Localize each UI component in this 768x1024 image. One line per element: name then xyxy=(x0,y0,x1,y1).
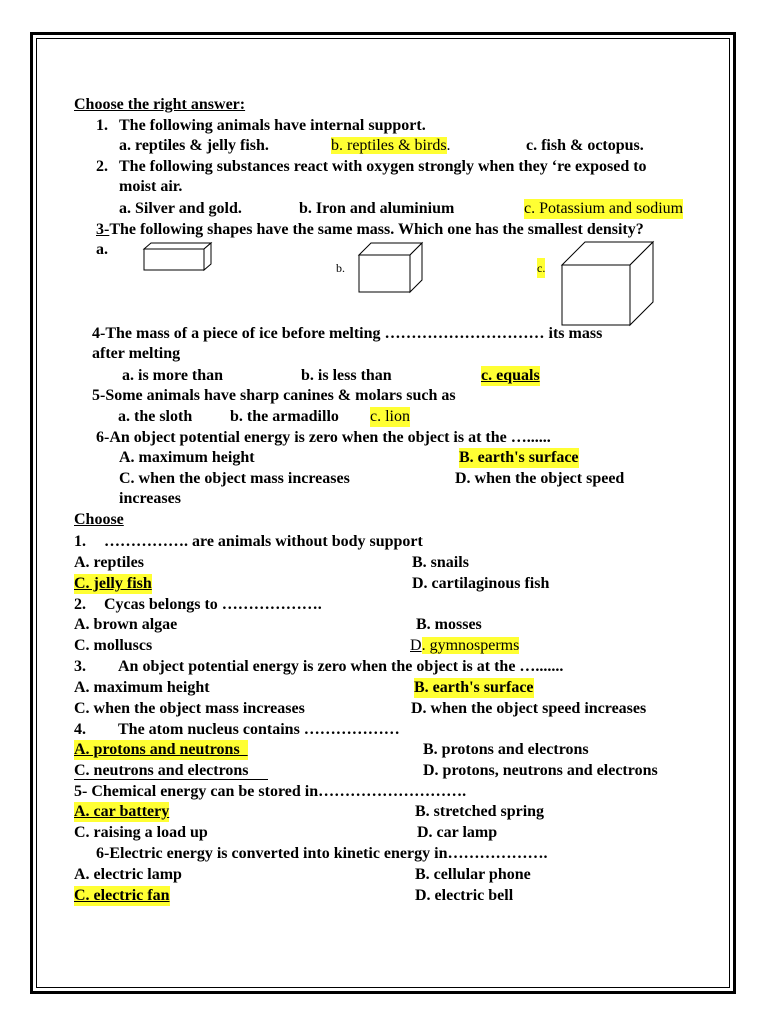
q2-text-line2: moist air. xyxy=(119,178,183,195)
s2-q2-option-c: C. molluscs xyxy=(74,637,153,654)
s2-q4-option-c-underline xyxy=(74,779,268,780)
q4-text: 4-The mass of a piece of ice before melting ………………………… its mass xyxy=(92,325,603,342)
q2-option-b: b. Iron and aluminium xyxy=(299,200,455,217)
s2-q6-option-c: C. electric fan xyxy=(74,887,170,904)
s2-q1-option-a: A. reptiles xyxy=(74,554,144,571)
q1-text: The following animals have internal support. xyxy=(119,117,426,134)
s2-q1-option-b: B. snails xyxy=(412,554,469,571)
large-box-shape xyxy=(561,241,655,327)
s2-q5-option-a: A. car battery xyxy=(74,803,170,820)
s2-q1-number: 1. xyxy=(74,533,86,550)
s2-q4-number: 4. xyxy=(74,721,86,738)
q6-option-b: B. earth's surface xyxy=(459,449,579,466)
small-box-shape xyxy=(143,242,213,272)
s2-q2-option-d-letter: D xyxy=(410,637,422,654)
q1-option-b: b. reptiles & birds xyxy=(331,137,447,154)
s2-q5-option-c: C. raising a load up xyxy=(74,824,208,841)
q1-option-b-answer xyxy=(331,136,451,156)
s2-q4-option-c: C. neutrons and electrons xyxy=(74,762,249,779)
q6-option-a: A. maximum height xyxy=(119,449,255,466)
q1-option-b-dot: . xyxy=(446,137,451,154)
s2-q3-text: An object potential energy is zero when the object is at the …....... xyxy=(118,658,564,675)
q3-option-b-label: b. xyxy=(336,261,345,275)
s2-q4-option-b: B. protons and electrons xyxy=(423,741,589,758)
q1-number: 1. xyxy=(96,117,108,134)
q1-option-c: c. fish & octopus. xyxy=(526,137,644,154)
s2-q6-option-a: A. electric lamp xyxy=(74,866,182,883)
q5-option-a: a. the sloth xyxy=(118,408,193,425)
q3-option-a-label: a. xyxy=(96,241,108,258)
s2-q1-text: ……………. are animals without body support xyxy=(104,533,423,550)
s2-q2-text: Cycas belongs to ………………. xyxy=(104,596,322,613)
q4-option-a: a. is more than xyxy=(122,367,224,384)
s2-q3-option-d: D. when the object speed increases xyxy=(411,700,647,717)
s2-q2-option-a: A. brown algae xyxy=(74,616,178,633)
s2-q5-text: 5- Chemical energy can be stored in………………………. xyxy=(74,783,467,800)
s2-q6-option-b: B. cellular phone xyxy=(415,866,531,883)
q2-text: The following substances react with oxygen strongly when they ‘re exposed to xyxy=(119,158,647,175)
q6-option-c-line2: increases xyxy=(119,490,181,507)
s2-q3-option-a: A. maximum height xyxy=(74,679,210,696)
s2-q4-option-a: A. protons and neutrons xyxy=(74,741,248,758)
q5-option-c: c. lion xyxy=(370,408,410,425)
s2-q5-option-b: B. stretched spring xyxy=(415,803,545,820)
s2-q3-option-c: C. when the object mass increases xyxy=(74,700,305,717)
s2-q2-option-b: B. mosses xyxy=(416,616,482,633)
q3-number: 3- xyxy=(96,221,110,238)
q6-option-d: D. when the object speed xyxy=(455,470,625,487)
q3-option-c-label: c. xyxy=(537,258,545,278)
medium-box-shape xyxy=(358,242,424,294)
s2-q4-option-d: D. protons, neutrons and electrons xyxy=(423,762,658,779)
q2-option-c: c. Potassium and sodium xyxy=(524,200,684,217)
s2-q2-option-d: . gymnosperms xyxy=(421,637,520,654)
q4-text-line2: after melting xyxy=(92,345,181,362)
s2-q4-text: The atom nucleus contains ……………… xyxy=(118,721,400,738)
q3-text: The following shapes have the same mass. Which one has the smallest density? xyxy=(109,221,644,238)
s2-q3-number: 3. xyxy=(74,658,86,675)
s2-q1-option-c: C. jelly fish xyxy=(74,575,152,592)
s2-q6-text: 6-Electric energy is converted into kinetic energy in………………. xyxy=(96,845,548,862)
q1-option-a: a. reptiles & jelly fish. xyxy=(119,137,269,154)
q4-option-b: b. is less than xyxy=(301,367,392,384)
s2-q3-option-b: B. earth's surface xyxy=(414,679,534,696)
s2-q5-option-d: D. car lamp xyxy=(417,824,498,841)
section2-heading: Choose xyxy=(74,511,124,528)
q4-option-c: c. equals xyxy=(481,367,540,384)
q2-number: 2. xyxy=(96,158,108,175)
s2-q2-number: 2. xyxy=(74,596,86,613)
section1-heading: Choose the right answer: xyxy=(74,96,246,113)
q5-text: 5-Some animals have sharp canines & molars such as xyxy=(92,387,456,404)
q5-option-b: b. the armadillo xyxy=(230,408,339,425)
q6-text: 6-An object potential energy is zero when the object is at the …...... xyxy=(96,429,551,446)
s2-q1-option-d: D. cartilaginous fish xyxy=(412,575,550,592)
q6-option-c: C. when the object mass increases xyxy=(119,470,350,487)
s2-q6-option-d: D. electric bell xyxy=(415,887,514,904)
q2-option-a: a. Silver and gold. xyxy=(119,200,242,217)
